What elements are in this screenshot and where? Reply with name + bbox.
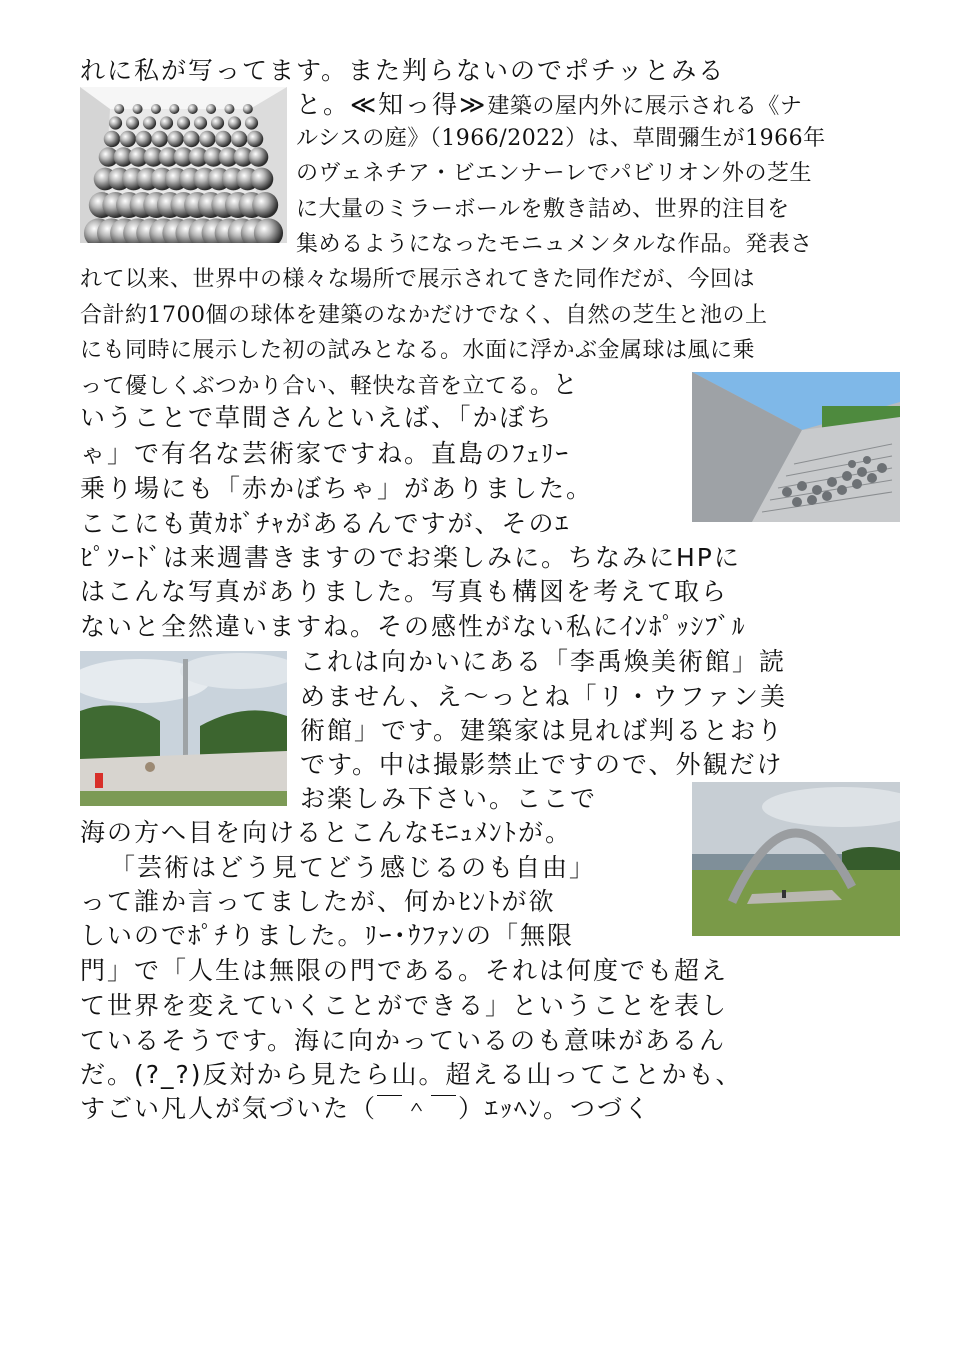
mirror-ball bbox=[252, 192, 278, 218]
mirror-ball bbox=[136, 131, 152, 147]
text-line: いうことで草間さんといえば、「かぼち bbox=[80, 403, 554, 432]
mirror-ball bbox=[120, 131, 136, 147]
text-line: はこんな写真がありました。写真も構図を考えて取ら bbox=[80, 577, 729, 606]
mirror-ball bbox=[194, 116, 207, 129]
mirror-ball bbox=[183, 131, 199, 147]
mirror-ball bbox=[151, 131, 167, 147]
text-line: れに私が写ってます。また判らないのでポチッとみる bbox=[80, 56, 726, 85]
text-line: お楽しみ下さい。ここで bbox=[300, 784, 598, 813]
arch-image bbox=[692, 782, 900, 936]
text-line: だ。(?_?)反対から見たら山。超える山ってことかも、 bbox=[80, 1060, 743, 1089]
text-segment: と。≪知っ得≫ bbox=[296, 90, 488, 119]
mirror-ball bbox=[114, 104, 124, 114]
text-line: 集めるようになったモニュメンタルな作品。発表さ bbox=[296, 232, 813, 257]
lee-ufan-museum-photo bbox=[80, 651, 287, 806]
mirror-ball bbox=[245, 116, 258, 129]
text-segment: 建築の屋内外に展示される《ナ bbox=[487, 94, 803, 119]
text-line: れて以来、世界中の様々な場所で展示されてきた同作だが、今回は bbox=[80, 267, 756, 292]
text-line: のヴェネチア・ビエンナーレでパビリオン外の芝生 bbox=[296, 161, 812, 186]
mirror-ball bbox=[249, 147, 269, 167]
text-segment: と bbox=[552, 370, 580, 399]
mirror-ball bbox=[206, 104, 216, 114]
text-line bbox=[80, 368, 680, 402]
text-line: って誰か言ってましたが、何かﾋﾝﾄが欲 bbox=[80, 887, 556, 916]
mirror-ball bbox=[160, 116, 173, 129]
mirror-ball bbox=[199, 131, 215, 147]
mirror-ball bbox=[228, 116, 241, 129]
mirror-ball bbox=[224, 104, 234, 114]
text-line: 門」で「人生は無限の門である。それは何度でも超え bbox=[80, 956, 729, 985]
text-line: これは向かいにある「李禹煥美術館」読 bbox=[300, 647, 787, 676]
text-line: て世界を変えていくことができる」ということを表し bbox=[80, 991, 729, 1020]
text-line: 乗り場にも「赤かぼちゃ」がありました。 bbox=[80, 474, 594, 503]
mirror-ball bbox=[143, 116, 156, 129]
mirror-ball bbox=[104, 131, 120, 147]
text-line: ゃ」で有名な芸術家ですね。直島のﾌｪﾘｰ bbox=[80, 439, 571, 468]
text-line: に大量のミラーボールを敷き詰め、世界的注目を bbox=[296, 197, 790, 222]
mirror-ball bbox=[215, 131, 231, 147]
mirror-ball bbox=[167, 131, 183, 147]
mirror-ball bbox=[211, 116, 224, 129]
mirror-ball bbox=[133, 104, 143, 114]
text-line: めません、え～っとね「リ・ウファン美 bbox=[300, 682, 788, 711]
mirror-ball bbox=[243, 104, 253, 114]
text-line: です。中は撮影禁止ですので、外観だけ bbox=[300, 750, 784, 779]
text-line bbox=[296, 88, 900, 122]
mirror-ball bbox=[169, 104, 179, 114]
text-line: 海の方へ目を向けるとこんなﾓﾆｭﾒﾝﾄが。 bbox=[80, 818, 573, 847]
text-line: 合計約1700個の球体を建築のなかだけでなく、自然の芝生と池の上 bbox=[80, 303, 768, 328]
text-line: ているそうです。海に向かっているのも意味があるん bbox=[80, 1026, 727, 1055]
text-line: 術館」です。建築家は見れば判るとおり bbox=[300, 716, 785, 745]
text-line: ルシスの庭》（1966/2022）は、草間彌生が1966年 bbox=[296, 126, 826, 151]
mirror-balls-room-photo bbox=[80, 87, 287, 243]
staircase-image bbox=[692, 372, 900, 522]
mirror-balls-image bbox=[80, 87, 287, 243]
text-line: 「芸術はどう見てどう感じるのも自由」 bbox=[110, 853, 597, 882]
text-line: しいのでﾎﾟﾁりました。ﾘｰ･ｳﾌｧﾝの「無限 bbox=[80, 921, 575, 950]
mirror-ball bbox=[177, 116, 190, 129]
mirror-ball bbox=[247, 131, 263, 147]
mirror-ball bbox=[188, 104, 198, 114]
mirror-ball bbox=[231, 131, 247, 147]
staircase-mirror-balls-photo bbox=[692, 372, 900, 522]
text-line: ないと全然違いますね。その感性がない私にｲﾝﾎﾟｯｼﾌﾞﾙ bbox=[80, 612, 747, 641]
text-segment: って優しくぶつかり合い、軽快な音を立てる。 bbox=[80, 374, 553, 399]
text-line: ﾋﾟｿｰﾄﾞは来週書きますのでお楽しみに。ちなみにHPに bbox=[80, 543, 741, 572]
infinity-gate-arch-photo bbox=[692, 782, 900, 936]
museum-exterior-image bbox=[80, 651, 287, 806]
text-line: ここにも黄ｶﾎﾞﾁｬがあるんですが、そのｴ bbox=[80, 509, 571, 538]
text-line: すごい凡人が気づいた（￣＾￣）ｴｯﾍﾝ。つづく bbox=[80, 1094, 652, 1123]
mirror-ball bbox=[250, 168, 273, 191]
text-line: にも同時に展示した初の試みとなる。水面に浮かぶ金属球は風に乗 bbox=[80, 338, 756, 363]
mirror-ball bbox=[151, 104, 161, 114]
mirror-ball bbox=[126, 116, 139, 129]
mirror-ball bbox=[109, 116, 122, 129]
